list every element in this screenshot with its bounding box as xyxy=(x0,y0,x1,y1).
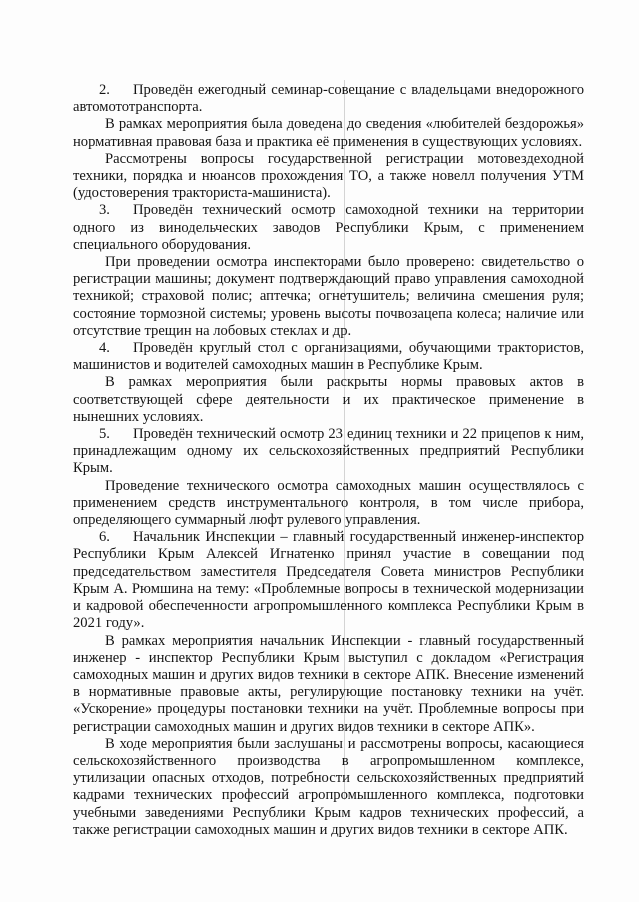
paragraph-text: Проведение технического осмотра самоходных машин осуществлялось с применением средств инструментального контроля, в том числе прибора, определяющего суммарный люфт рулевого управления. xyxy=(73,477,584,529)
paragraph xyxy=(73,151,584,203)
item-number: 3. xyxy=(99,202,110,219)
paragraph xyxy=(73,736,584,839)
item-number: 2. xyxy=(99,82,110,98)
document-body xyxy=(73,82,584,839)
paragraph xyxy=(73,116,584,150)
paragraph-text: В ходе мероприятия были заслушаны и рассмотрены вопросы, касающиеся сельскохозяйственного производства в агропромышленном комплексе, утилизации опасных отходов, потребности сельскохозяйственных предприятий кадрами технических профессий агропромышленного комплекса, подготовки учебными заведениями Республики Крым кадров технических профессий, а также регистрации самоходных машин и других видов техники в секторе АПК. xyxy=(73,735,584,838)
paragraph-text: Проведён технический осмотр самоходной техники на территории одного из винодельческих заводов Республики Крым, с применением специального оборудования. xyxy=(73,202,584,253)
paragraph-item-5 xyxy=(73,426,584,478)
paragraph-item-4 xyxy=(73,340,584,374)
paragraph xyxy=(73,254,584,340)
paragraph-text: В рамках мероприятия начальник Инспекции - главный государственный инженер - инспектор Республики Крым выступил с докладом «Регистрация самоходных машин и других видов техники в секторе АПК. Внесение изменений в нормативные правовые акты, регулирующие постановку техники на учёт. «Ускорение» процедуры постановки техники на учёт. Проблемные вопросы при регистрации самоходных машин и других видов техники в секторе АПК». xyxy=(73,632,584,735)
paragraph-text: В рамках мероприятия были раскрыты нормы правовых актов в соответствующей сфере деятельности и их практическое применение в нынешних условиях. xyxy=(73,374,584,425)
paragraph xyxy=(73,374,584,426)
item-number: 6. xyxy=(99,529,110,546)
paragraph xyxy=(73,478,584,530)
paragraph-text: Рассмотрены вопросы государственной регистрации мотовездеходной техники, порядка и нюансов прохождения ТО, а также новелл получения УТМ (удостоверения тракториста-машиниста). xyxy=(73,150,584,202)
paragraph xyxy=(73,633,584,736)
item-number: 4. xyxy=(99,340,110,357)
paragraph-item-6 xyxy=(73,529,584,632)
paragraph-item-2 xyxy=(73,82,584,116)
paragraph-text: При проведении осмотра инспекторами было проверено: свидетельство о регистрации машины; документ подтверждающий право управления самоходной техникой; страховой полис; аптечка; огнетушитель; величина смешения руля; состояние тормозной системы; уровень высоты почвозацепа колеса; наличие или отсутствие трещин на лобовых стеклах и др. xyxy=(73,254,584,339)
paragraph-text: Проведён ежегодный семинар-совещание с владельцами внедорожного автомототранспорта. xyxy=(73,82,584,116)
paragraph-item-3 xyxy=(73,202,584,254)
paragraph-text: Проведён технический осмотр 23 единиц техники и 22 прицепов к ним, принадлежащим одному их сельскохозяйственных предприятий Республики Крым. xyxy=(73,426,584,477)
paragraph-text: Начальник Инспекции – главный государственный инженер-инспектор Республики Крым Алексей Игнатенко принял участие в совещании под председательством заместителя Председателя Совета министров Республики Крым А. Рюмшина на тему: «Проблемные вопросы в технической модернизации и кадровой обеспеченности агропромышленного комплекса Республики Крым в 2021 году». xyxy=(73,529,584,632)
item-number: 5. xyxy=(99,426,110,443)
paragraph-text: Проведён круглый стол с организациями, обучающими трактористов, машинистов и водителей самоходных машин в Республике Крым. xyxy=(73,340,584,374)
paragraph-text: В рамках мероприятия была доведена до сведения «любителей бездорожья» нормативная правовая база и практика её применения в существующих условиях. xyxy=(73,116,584,150)
